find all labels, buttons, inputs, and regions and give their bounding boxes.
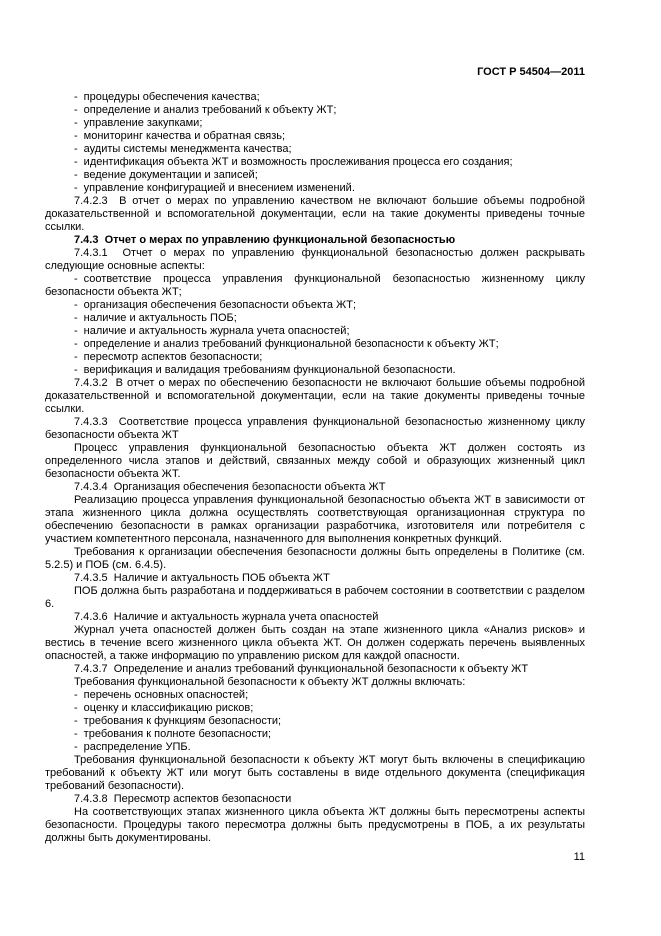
paragraph-7-4-3-4: 7.4.3.4 Организация обеспечения безопасности объекта ЖТ [74,481,386,493]
bullet-dash: - [74,104,78,116]
bullet-text: оценку и классификацию рисков; [83,702,254,714]
paragraph-review: На соответствующих этапах жизненного цикла объекта ЖТ должны быть пересмотрены аспекты безопасности. Процедуры такого пересмотра должны быть предусмотрены в ПОБ, а их результаты должны быть документированы. [45,806,585,844]
bullet-dash: - [74,325,78,337]
bullet-text: наличие и актуальность ПОБ; [83,312,237,324]
bullet-item [45,169,585,182]
bullet-dash: - [74,143,78,155]
bullet-text: требования к полноте безопасности; [83,728,272,740]
paragraph-process: Процесс управления функциональной безопасностью объекта ЖТ должен состоять из определенного числа этапов и действий, связанных между собой и образующих жизненный цикл безопасности объекта ЖТ. [45,442,585,480]
bullet-text: определение и анализ требований функциональной безопасности к объекту ЖТ; [83,338,499,350]
paragraph-fs-requirements-intro: Требования функциональной безопасности к объекту ЖТ должны включать: [74,676,466,688]
bullet-text: управление закупками; [83,117,203,129]
bullet-item [45,351,585,364]
bullet-item [45,702,585,715]
bullet-item [45,182,585,195]
bullet-dash: - [74,689,78,701]
bullet-text: определение и анализ требований к объекту ЖТ; [83,104,337,116]
bullet-text: верификация и валидация требованиям функциональной безопасности. [83,364,456,376]
bullet-item [45,728,585,741]
bullet-text: процедуры обеспечения качества; [83,91,260,103]
paragraph-7-4-3-6: 7.4.3.6 Наличие и актуальность журнала учета опасностей [74,611,379,623]
bullet-dash: - [74,117,78,129]
paragraph-7-4-3-3: 7.4.3.3 Соответствие процесса управления функциональной безопасностью жизненному циклу безопасности объекта ЖТ [45,416,585,441]
bullet-dash: - [74,273,78,285]
bullet-dash: - [74,299,78,311]
paragraph-7-4-3-1: 7.4.3.1 Отчет о мерах по управлению функциональной безопасностью должен раскрывать следующие основные аспекты: [45,247,585,272]
page-number: 11 [573,851,585,863]
bullet-dash: - [74,169,78,181]
paragraph-7-4-2-3: 7.4.2.3 В отчет о мерах по управлению качеством не включают большие объемы подробной доказательственной и вспомогательной документации, если на такие документы приведены точные ссылки. [45,195,585,233]
bullet-dash: - [74,741,78,753]
paragraph-7-4-3-8: 7.4.3.8 Пересмотр аспектов безопасности [74,793,292,805]
paragraph-7-4-3-5: 7.4.3.5 Наличие и актуальность ПОБ объекта ЖТ [74,572,330,584]
bullet-text: мониторинг качества и обратная связь; [83,130,286,142]
bullet-item [45,299,585,312]
bullet-text: управление конфигурацией и внесением изменений. [83,182,355,194]
bullet-text: наличие и актуальность журнала учета опасностей; [83,325,350,337]
bullet-item [45,130,585,143]
bullet-dash: - [74,702,78,714]
bullet-item [45,156,585,169]
paragraph-7-4-3-2: 7.4.3.2 В отчет о мерах по обеспечению безопасности не включают большие объемы подробной доказательственной и вспомогательной документации, если на такие документы приведены точные ссылки. [45,377,585,415]
bullet-item [45,143,585,156]
bullet-item [45,741,585,754]
bullet-item [45,312,585,325]
bullet-item [45,325,585,338]
paragraph-realization: Реализацию процесса управления функциональной безопасностью объекта ЖТ в зависимости от этапа жизненного цикла должна осуществлять соответствующая организационная структура по обеспечению безопасности в рамках организации разработчика, изготовителя или потребителя с участием компетентного персонала, назначенного для выполнения конкретных функций. [45,494,585,545]
bullet-text: пересмотр аспектов безопасности; [83,351,263,363]
bullet-dash: - [74,338,78,350]
bullet-text: соответствие процесса управления функциональной безопасностью жизненному циклу безопасности объекта ЖТ; [45,273,585,298]
bullet-text: перечень основных опасностей; [83,689,249,701]
bullet-item [45,364,585,377]
document-body [45,91,585,845]
bullet-dash: - [74,156,78,168]
bullet-text: распределение УПБ. [83,741,191,753]
paragraph-org-requirements: Требования к организации обеспечения безопасности должны быть определены в Политике (см. 5.2.5) и ПОБ (см. 6.4.5). [45,546,585,571]
paragraph-journal: Журнал учета опасностей должен быть создан на этапе жизненного цикла «Анализ рисков» и вестись в течение всего жизненного цикла объекта ЖТ. Он должен содержать перечень выявленных опасностей, а также информацию по управлению риском для каждой опасности. [45,624,585,662]
section-heading-7-4-3: 7.4.3 Отчет о мерах по управлению функциональной безопасностью [74,234,456,246]
paragraph-fs-specification: Требования функциональной безопасности к объекту ЖТ могут быть включены в спецификацию требований к объекту ЖТ или могут быть составлены в виде отдельного документа (спецификация требований безопасности). [45,754,585,792]
bullet-text: ведение документации и записей; [83,169,258,181]
paragraph-7-4-3-7: 7.4.3.7 Определение и анализ требований функциональной безопасности к объекту ЖТ [74,663,529,675]
paragraph-pob: ПОБ должна быть разработана и поддерживаться в рабочем состоянии в соответствии с разделом 6. [45,585,585,610]
bullet-item [45,104,585,117]
bullet-dash: - [74,351,78,363]
bullet-item [45,91,585,104]
bullet-dash: - [74,364,78,376]
bullet-item [45,715,585,728]
bullet-text: аудиты системы менеджмента качества; [83,143,292,155]
bullet-dash: - [74,728,78,740]
bullet-dash: - [74,312,78,324]
bullet-item [45,689,585,702]
bullet-dash: - [74,715,78,727]
bullet-text: организация обеспечения безопасности объекта ЖТ; [83,299,357,311]
bullet-dash: - [74,130,78,142]
bullet-dash: - [74,182,78,194]
bullet-text: идентификация объекта ЖТ и возможность прослеживания процесса его создания; [83,156,513,168]
bullet-dash: - [74,91,78,103]
bullet-item [45,273,585,299]
bullet-item [45,117,585,130]
bullet-item [45,338,585,351]
bullet-text: требования к функциям безопасности; [83,715,282,727]
document-header-code: ГОСТ Р 54504—2011 [477,66,585,78]
